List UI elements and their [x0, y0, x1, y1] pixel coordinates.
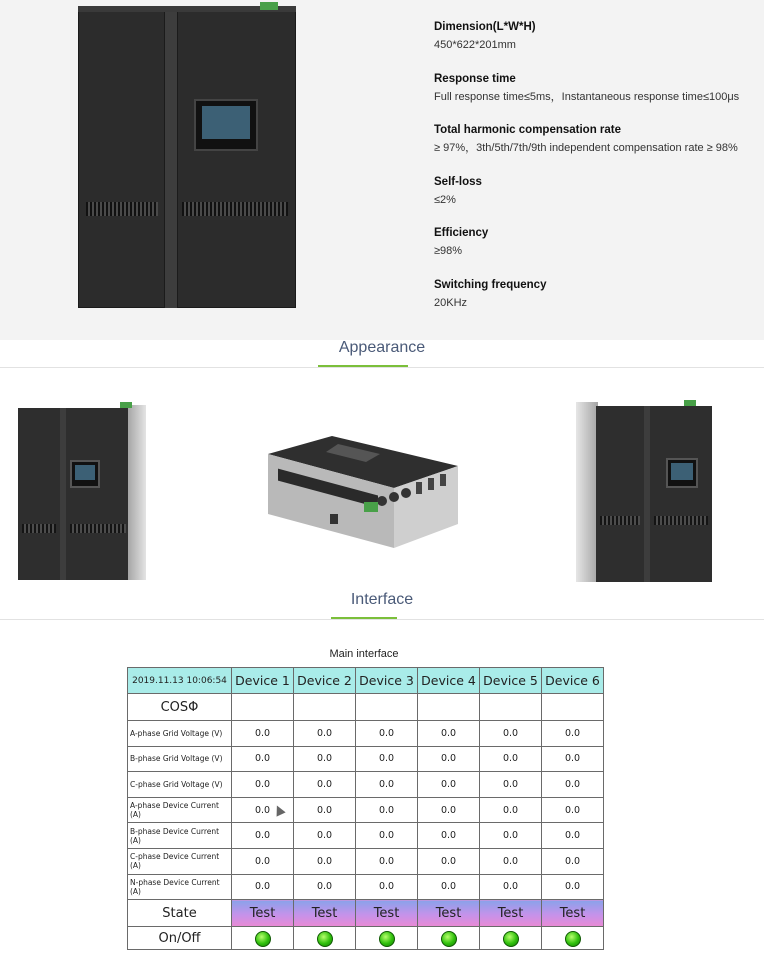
value-cell: 0.0	[356, 874, 418, 900]
green-led-icon	[565, 931, 581, 947]
table-row	[128, 721, 604, 747]
value-cell: 0.0	[232, 746, 294, 772]
spec-value: 20KHz	[434, 296, 468, 309]
row-label: C-phase Device Current (A)	[128, 848, 232, 874]
value-cell: 0.0	[356, 823, 418, 849]
value-cell: 0.0	[542, 797, 604, 823]
spec-item	[434, 72, 754, 124]
value-cell	[294, 694, 356, 721]
table-row	[128, 874, 604, 900]
row-label: N-phase Device Current (A)	[128, 874, 232, 900]
value-cell	[232, 694, 294, 721]
value-cell: 0.0	[418, 721, 480, 747]
appearance-title: Appearance	[338, 339, 426, 356]
spec-item	[434, 20, 754, 72]
table-caption: Main interface	[329, 648, 399, 660]
device-header: Device 4	[418, 668, 480, 694]
value-cell: 0.0	[294, 823, 356, 849]
green-led-icon	[255, 931, 271, 947]
spec-value: ≥ 97%，3th/5th/7th/9th independent compensation rate ≥ 98%	[434, 142, 738, 155]
main-interface-table	[127, 667, 604, 950]
value-cell: 0.0	[232, 823, 294, 849]
onoff-row	[128, 927, 604, 950]
spec-item	[434, 175, 754, 227]
interface-header	[0, 591, 764, 609]
value-cell: 0.0	[480, 874, 542, 900]
row-label: COSΦ	[128, 694, 232, 721]
value-cell: 0.0	[294, 746, 356, 772]
value-cell: 0.0	[356, 797, 418, 823]
state-row	[128, 900, 604, 927]
onoff-cell	[356, 927, 418, 950]
spec-value: Full response time≤5ms，Instantaneous response time≤100μs	[434, 90, 740, 103]
onoff-cell	[232, 927, 294, 950]
value-cell: 0.0	[356, 848, 418, 874]
device-header: Device 3	[356, 668, 418, 694]
section-divider	[0, 619, 764, 620]
state-cell: Test	[418, 900, 480, 927]
state-cell: Test	[294, 900, 356, 927]
spec-item	[434, 226, 754, 278]
spec-label: Dimension(L*W*H)	[434, 21, 536, 33]
value-cell: 0.0	[480, 823, 542, 849]
green-led-icon	[379, 931, 395, 947]
table-header-row	[128, 668, 604, 694]
green-led-icon	[317, 931, 333, 947]
value-cell: 0.0	[542, 848, 604, 874]
spec-item	[434, 278, 754, 330]
value-cell	[418, 694, 480, 721]
green-led-icon	[441, 931, 457, 947]
table-row	[128, 848, 604, 874]
state-cell: Test	[542, 900, 604, 927]
device-header: Device 1	[232, 668, 294, 694]
spec-label: Efficiency	[434, 227, 489, 240]
value-cell: 0.0	[232, 874, 294, 900]
value-cell: 0.0	[480, 772, 542, 798]
vent-grill-left	[86, 202, 158, 216]
value-cell: 0.0	[232, 721, 294, 747]
value-cell: 0.0	[418, 874, 480, 900]
spec-value: 450*622*201mm	[434, 39, 516, 51]
device-header: Device 6	[542, 668, 604, 694]
value-cell: 0.0	[480, 746, 542, 772]
value-cell: 0.0	[418, 746, 480, 772]
onoff-label: On/Off	[128, 927, 232, 950]
terminal-block	[260, 2, 278, 10]
table-row	[128, 694, 604, 721]
state-label: State	[128, 900, 232, 927]
value-cell: 0.0	[294, 772, 356, 798]
value-cell: 0.0	[542, 746, 604, 772]
product-top-view-image	[268, 436, 458, 548]
table-row	[128, 772, 604, 798]
row-label: C-phase Grid Voltage (V)	[128, 772, 232, 798]
state-cell: Test	[356, 900, 418, 927]
value-cell: 0.0	[356, 746, 418, 772]
value-cell: 0.0	[294, 797, 356, 823]
table-row	[128, 823, 604, 849]
value-cell: 0.0	[542, 772, 604, 798]
value-cell: 0.0	[418, 797, 480, 823]
value-cell: 0.0	[418, 848, 480, 874]
value-cell: 0.0	[232, 848, 294, 874]
value-cell: 0.0	[294, 848, 356, 874]
row-label: B-phase Grid Voltage (V)	[128, 746, 232, 772]
value-cell: 0.0	[542, 823, 604, 849]
value-cell	[542, 694, 604, 721]
onoff-cell	[542, 927, 604, 950]
state-cell: Test	[232, 900, 294, 927]
value-cell: 0.0	[356, 772, 418, 798]
state-cell: Test	[480, 900, 542, 927]
spec-label: Self-loss	[434, 175, 482, 188]
timestamp-cell: 2019.11.13 10:06:54	[128, 668, 232, 694]
row-label: A-phase Grid Voltage (V)	[128, 721, 232, 747]
spec-label: Response time	[434, 72, 516, 85]
row-label: B-phase Device Current (A)	[128, 823, 232, 849]
spec-label: Switching frequency	[434, 278, 547, 291]
value-cell: 0.0	[542, 874, 604, 900]
value-cell	[480, 694, 542, 721]
spec-list	[434, 20, 754, 330]
section-divider	[0, 367, 764, 368]
green-led-icon	[503, 931, 519, 947]
spec-section	[0, 0, 764, 340]
touch-screen	[194, 99, 258, 151]
spec-value: ≥98%	[434, 245, 463, 258]
value-cell: 0.0	[418, 823, 480, 849]
onoff-cell	[418, 927, 480, 950]
device-header: Device 2	[294, 668, 356, 694]
appearance-header	[0, 339, 764, 357]
value-cell: 0.0	[356, 721, 418, 747]
value-cell: 0.0	[480, 721, 542, 747]
value-cell: 0.0	[418, 772, 480, 798]
value-cell: 0.0	[480, 848, 542, 874]
value-cell: 0.0	[232, 797, 294, 823]
value-cell: 0.0	[542, 721, 604, 747]
vent-grill-right	[182, 202, 288, 216]
table-row	[128, 746, 604, 772]
product-front-image	[78, 6, 296, 308]
value-cell: 0.0	[294, 874, 356, 900]
spec-label: Total harmonic compensation rate	[434, 124, 622, 137]
spec-item	[434, 123, 754, 175]
value-cell: 0.0	[294, 721, 356, 747]
value-cell: 0.0	[480, 797, 542, 823]
table-row	[128, 797, 604, 823]
row-label: A-phase Device Current (A)	[128, 797, 232, 823]
onoff-cell	[480, 927, 542, 950]
onoff-cell	[294, 927, 356, 950]
spec-value: ≤2%	[434, 193, 456, 206]
device-header: Device 5	[480, 668, 542, 694]
interface-title: Interface	[350, 591, 414, 608]
value-cell: 0.0	[232, 772, 294, 798]
value-cell	[356, 694, 418, 721]
